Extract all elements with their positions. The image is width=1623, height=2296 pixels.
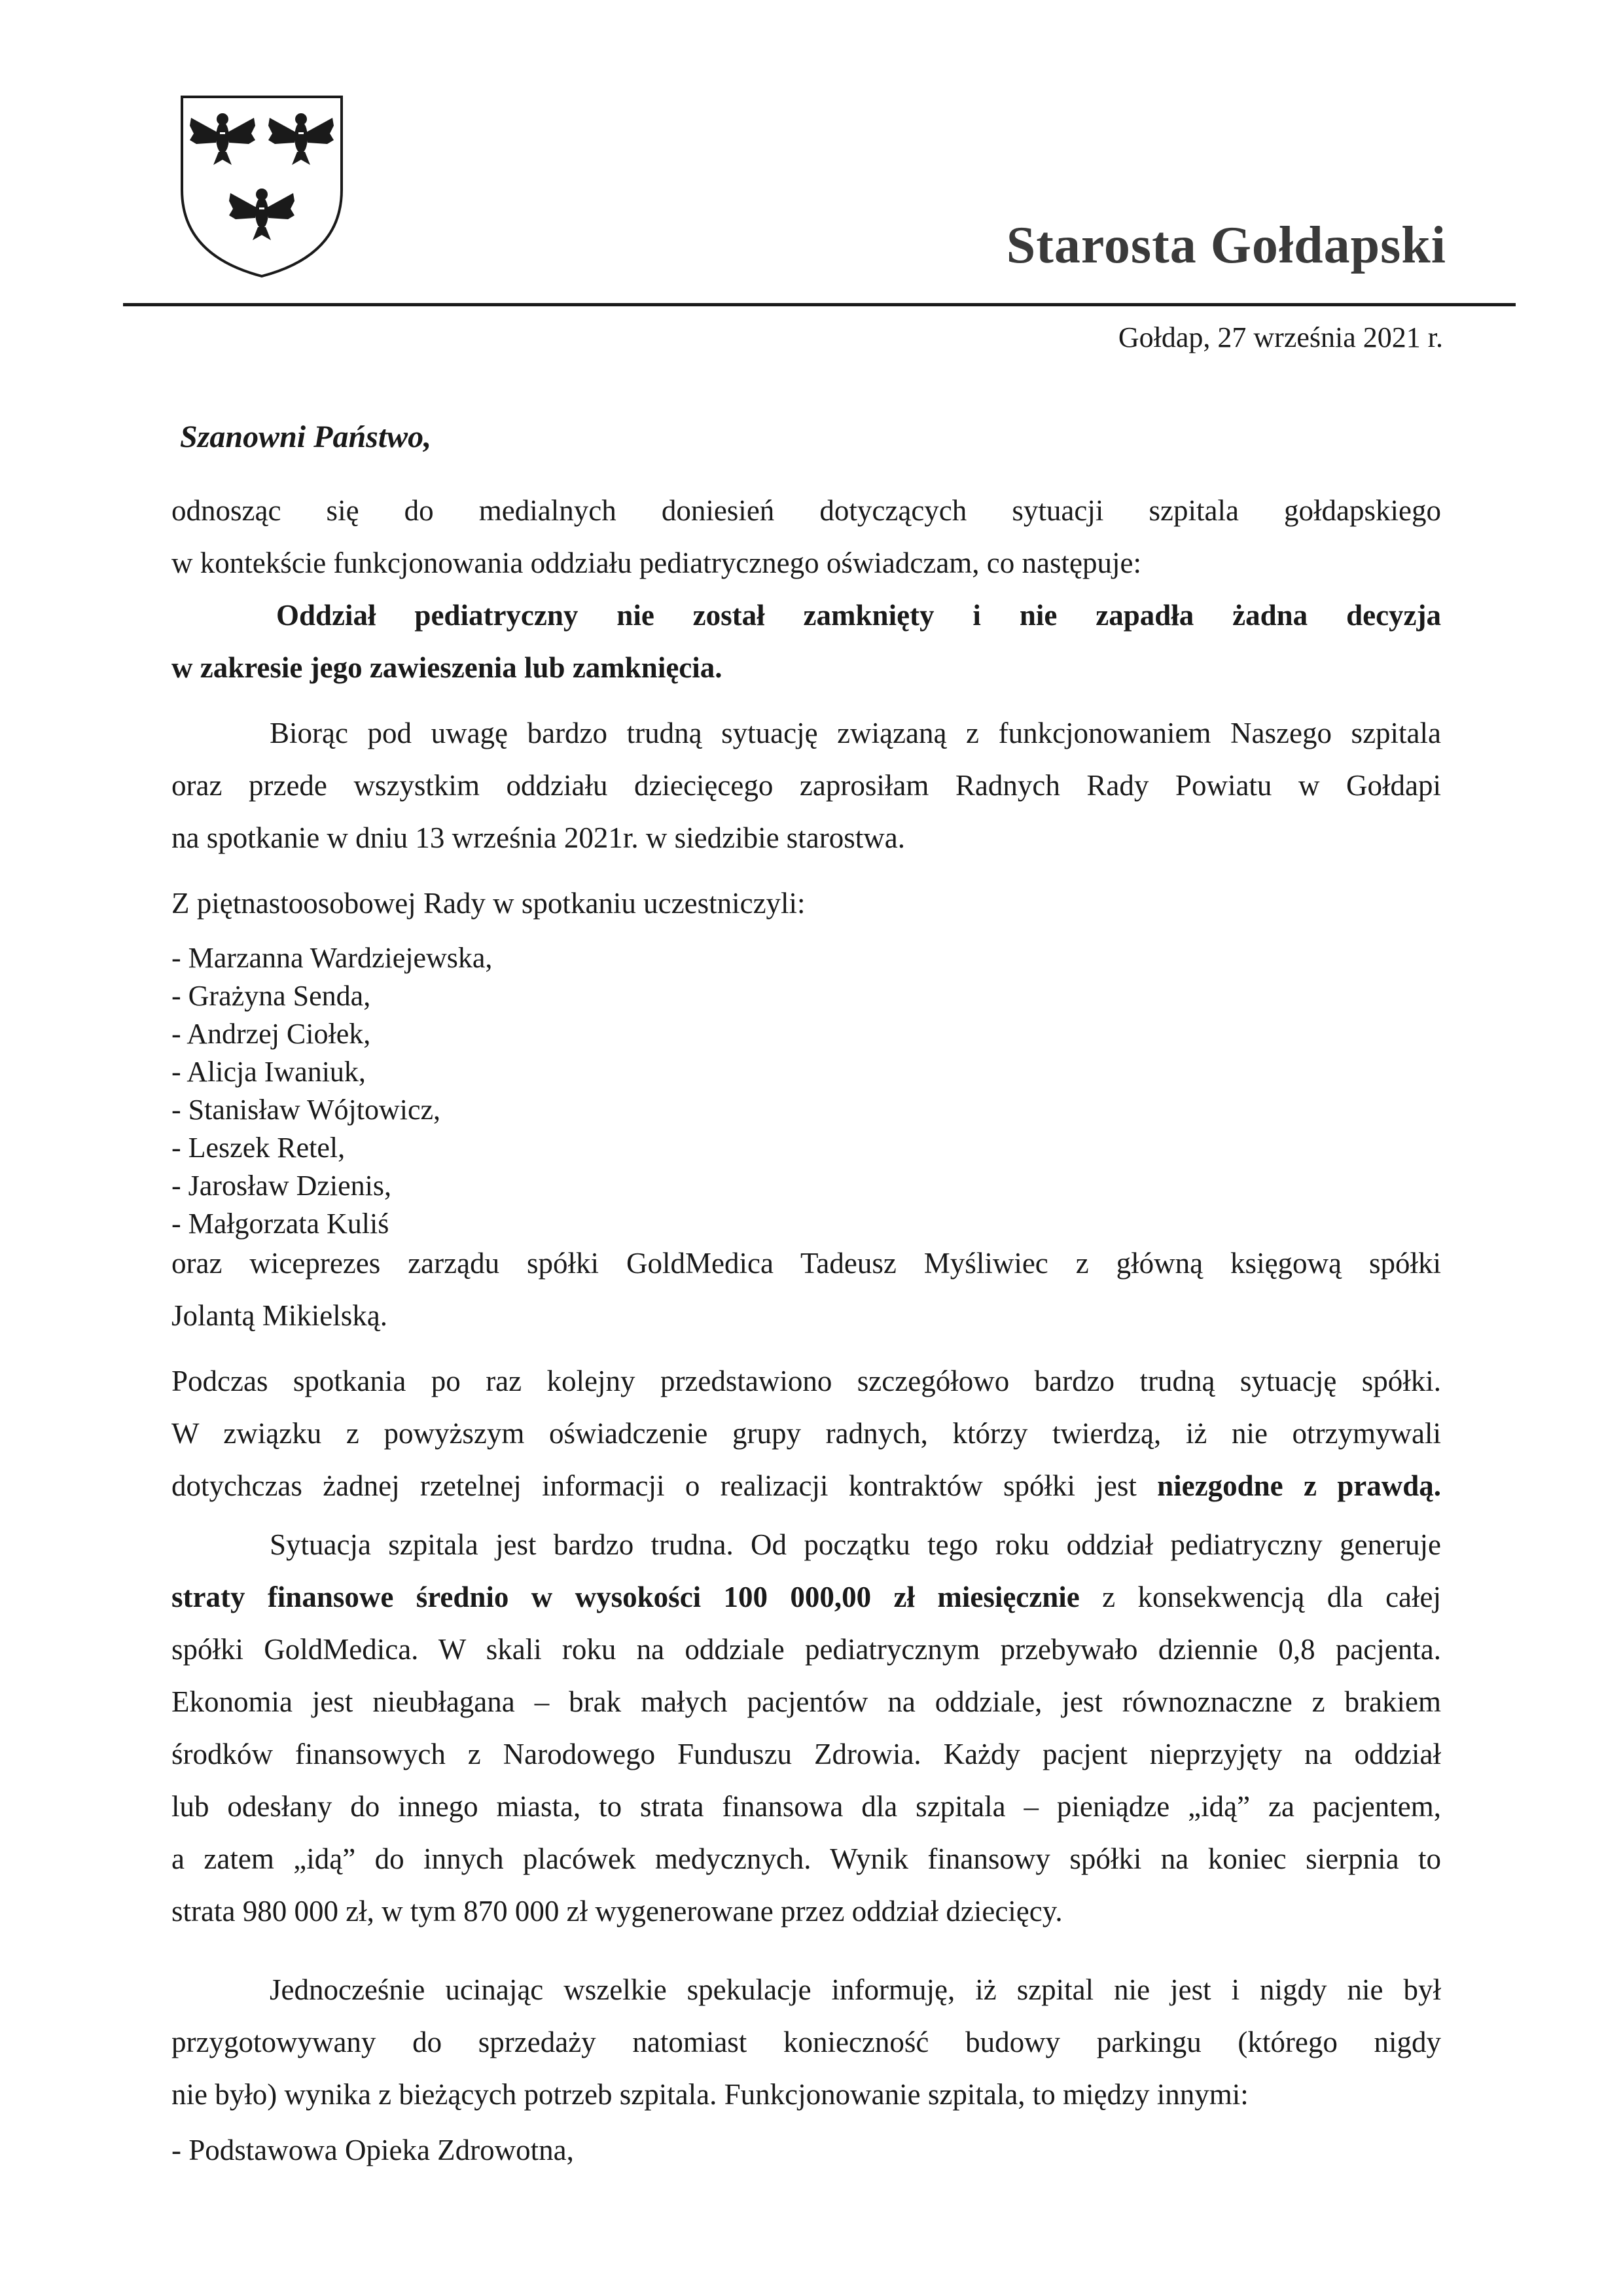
text-line: strata 980 000 zł, w tym 870 000 zł wygenerowane przez oddział dziecięcy. [171,1895,1063,1928]
text-line: środków finansowych z Narodowego Funduszu Zdrowia. Każdy pacjent nieprzyjęty na oddział [171,1738,1441,1770]
paragraph-intro [171,484,1441,589]
text-line: Ekonomia jest nieubłagana – brak małych pacjentów na oddziale, jest równoznaczne z brakiem [171,1685,1441,1718]
text-line: w zakresie jego zawieszenia lub zamknięcia. [171,651,722,684]
text-line: Z piętnastoosobowej Rady w spotkaniu uczestniczyli: [171,887,806,920]
text-line: przygotowywany do sprzedaży natomiast konieczność budowy parkingu (którego nigdy [171,2026,1441,2058]
list-item: - Alicja Iwaniuk, [171,1056,366,1088]
list-item: - Jarosław Dzienis, [171,1170,392,1202]
header-divider [123,303,1516,306]
text-line: Sytuacja szpitala jest bardzo trudna. Od początku tego roku oddział pediatryczny generuje [270,1528,1441,1561]
list-item: - Podstawowa Opieka Zdrowotna, [171,2134,574,2166]
header-title: Starosta Gołdapski [1006,217,1446,274]
text-line: odnosząc się do medialnych doniesień dotyczących sytuacji szpitala gołdapskiego [171,494,1441,527]
text-line: na spotkanie w dniu 13 września 2021r. w siedzibie starostwa. [171,821,906,854]
text-line: oraz przede wszystkim oddziału dziecięcego zaprosiłam Radnych Rady Powiatu w Gołdapi [171,769,1441,802]
text-line: nie było) wynika z bieżących potrzeb szpitala. Funkcjonowanie szpitala, to między innymi: [171,2078,1249,2111]
salutation: Szanowni Państwo, [180,420,432,454]
text-line: a zatem „idą” do innych placówek medycznych. Wynik finansowy spółki na koniec sierpnia to [171,1842,1441,1875]
list-item: - Grażyna Senda, [171,980,371,1012]
text-line: Jednocześnie ucinając wszelkie spekulacje informuję, iż szpital nie jest i nigdy nie był [270,1973,1441,2006]
text-segment: dotychczas żadnej rzetelnej informacji o realizacji kontraktów spółki jest [171,1469,1158,1502]
text-segment: z konsekwencją dla całej [1079,1581,1442,1613]
list-item: - Andrzej Ciołek, [171,1018,371,1050]
text-line: Biorąc pod uwagę bardzo trudną sytuację związaną z funkcjonowaniem Naszego szpitala [270,717,1441,749]
emphasis-text: straty finansowe średnio w wysokości 100 000,00 zł miesięcznie [171,1581,1080,1613]
emphasis-text: niezgodne z prawdą. [1157,1469,1441,1502]
text-line: Jolantą Mikielską. [171,1299,387,1332]
text-line [171,1571,1441,1623]
paragraph-meeting [171,707,1441,864]
letter-date: Gołdap, 27 września 2021 r. [1118,321,1443,353]
text-line: Oddział pediatryczny nie został zamknięty i nie zapadła żadna decyzja [276,599,1441,632]
paragraph-hospital-function [171,1964,1441,2121]
paragraph-meeting-summary [171,1355,1441,1512]
attendees-list [171,939,492,1243]
text-line: lub odesłany do innego miasta, to strata finansowa dla szpitala – pieniądze „idą” za pacjentem, [171,1790,1441,1823]
text-line: spółki GoldMedica. W skali roku na oddziale pediatrycznym przebywało dziennie 0,8 pacjenta. [171,1633,1441,1666]
final-list [171,2124,1441,2176]
paragraph-vice-president [171,1237,1441,1342]
list-item: - Marzanna Wardziejewska, [171,942,493,974]
list-item: - Małgorzata Kuliś [171,1208,389,1240]
paragraph-finances [171,1518,1441,1937]
paragraph-attendees-intro [171,877,1441,929]
text-line: oraz wiceprezes zarządu spółki GoldMedica Tadeusz Myśliwiec z główną księgową spółki [171,1247,1441,1280]
text-line: w kontekście funkcjonowania oddziału pediatrycznego oświadczam, co następuje: [171,547,1141,579]
text-line: Podczas spotkania po raz kolejny przedstawiono szczegółowo bardzo trudną sytuację spółki. [171,1365,1441,1397]
paragraph-statement [171,589,1441,694]
list-item: - Stanisław Wójtowicz, [171,1094,440,1126]
coat-of-arms-icon [177,92,347,281]
text-line: W związku z powyższym oświadczenie grupy radnych, którzy twierdzą, iż nie otrzymywali [171,1417,1441,1450]
list-item: - Leszek Retel, [171,1132,346,1164]
text-line [171,1460,1441,1512]
